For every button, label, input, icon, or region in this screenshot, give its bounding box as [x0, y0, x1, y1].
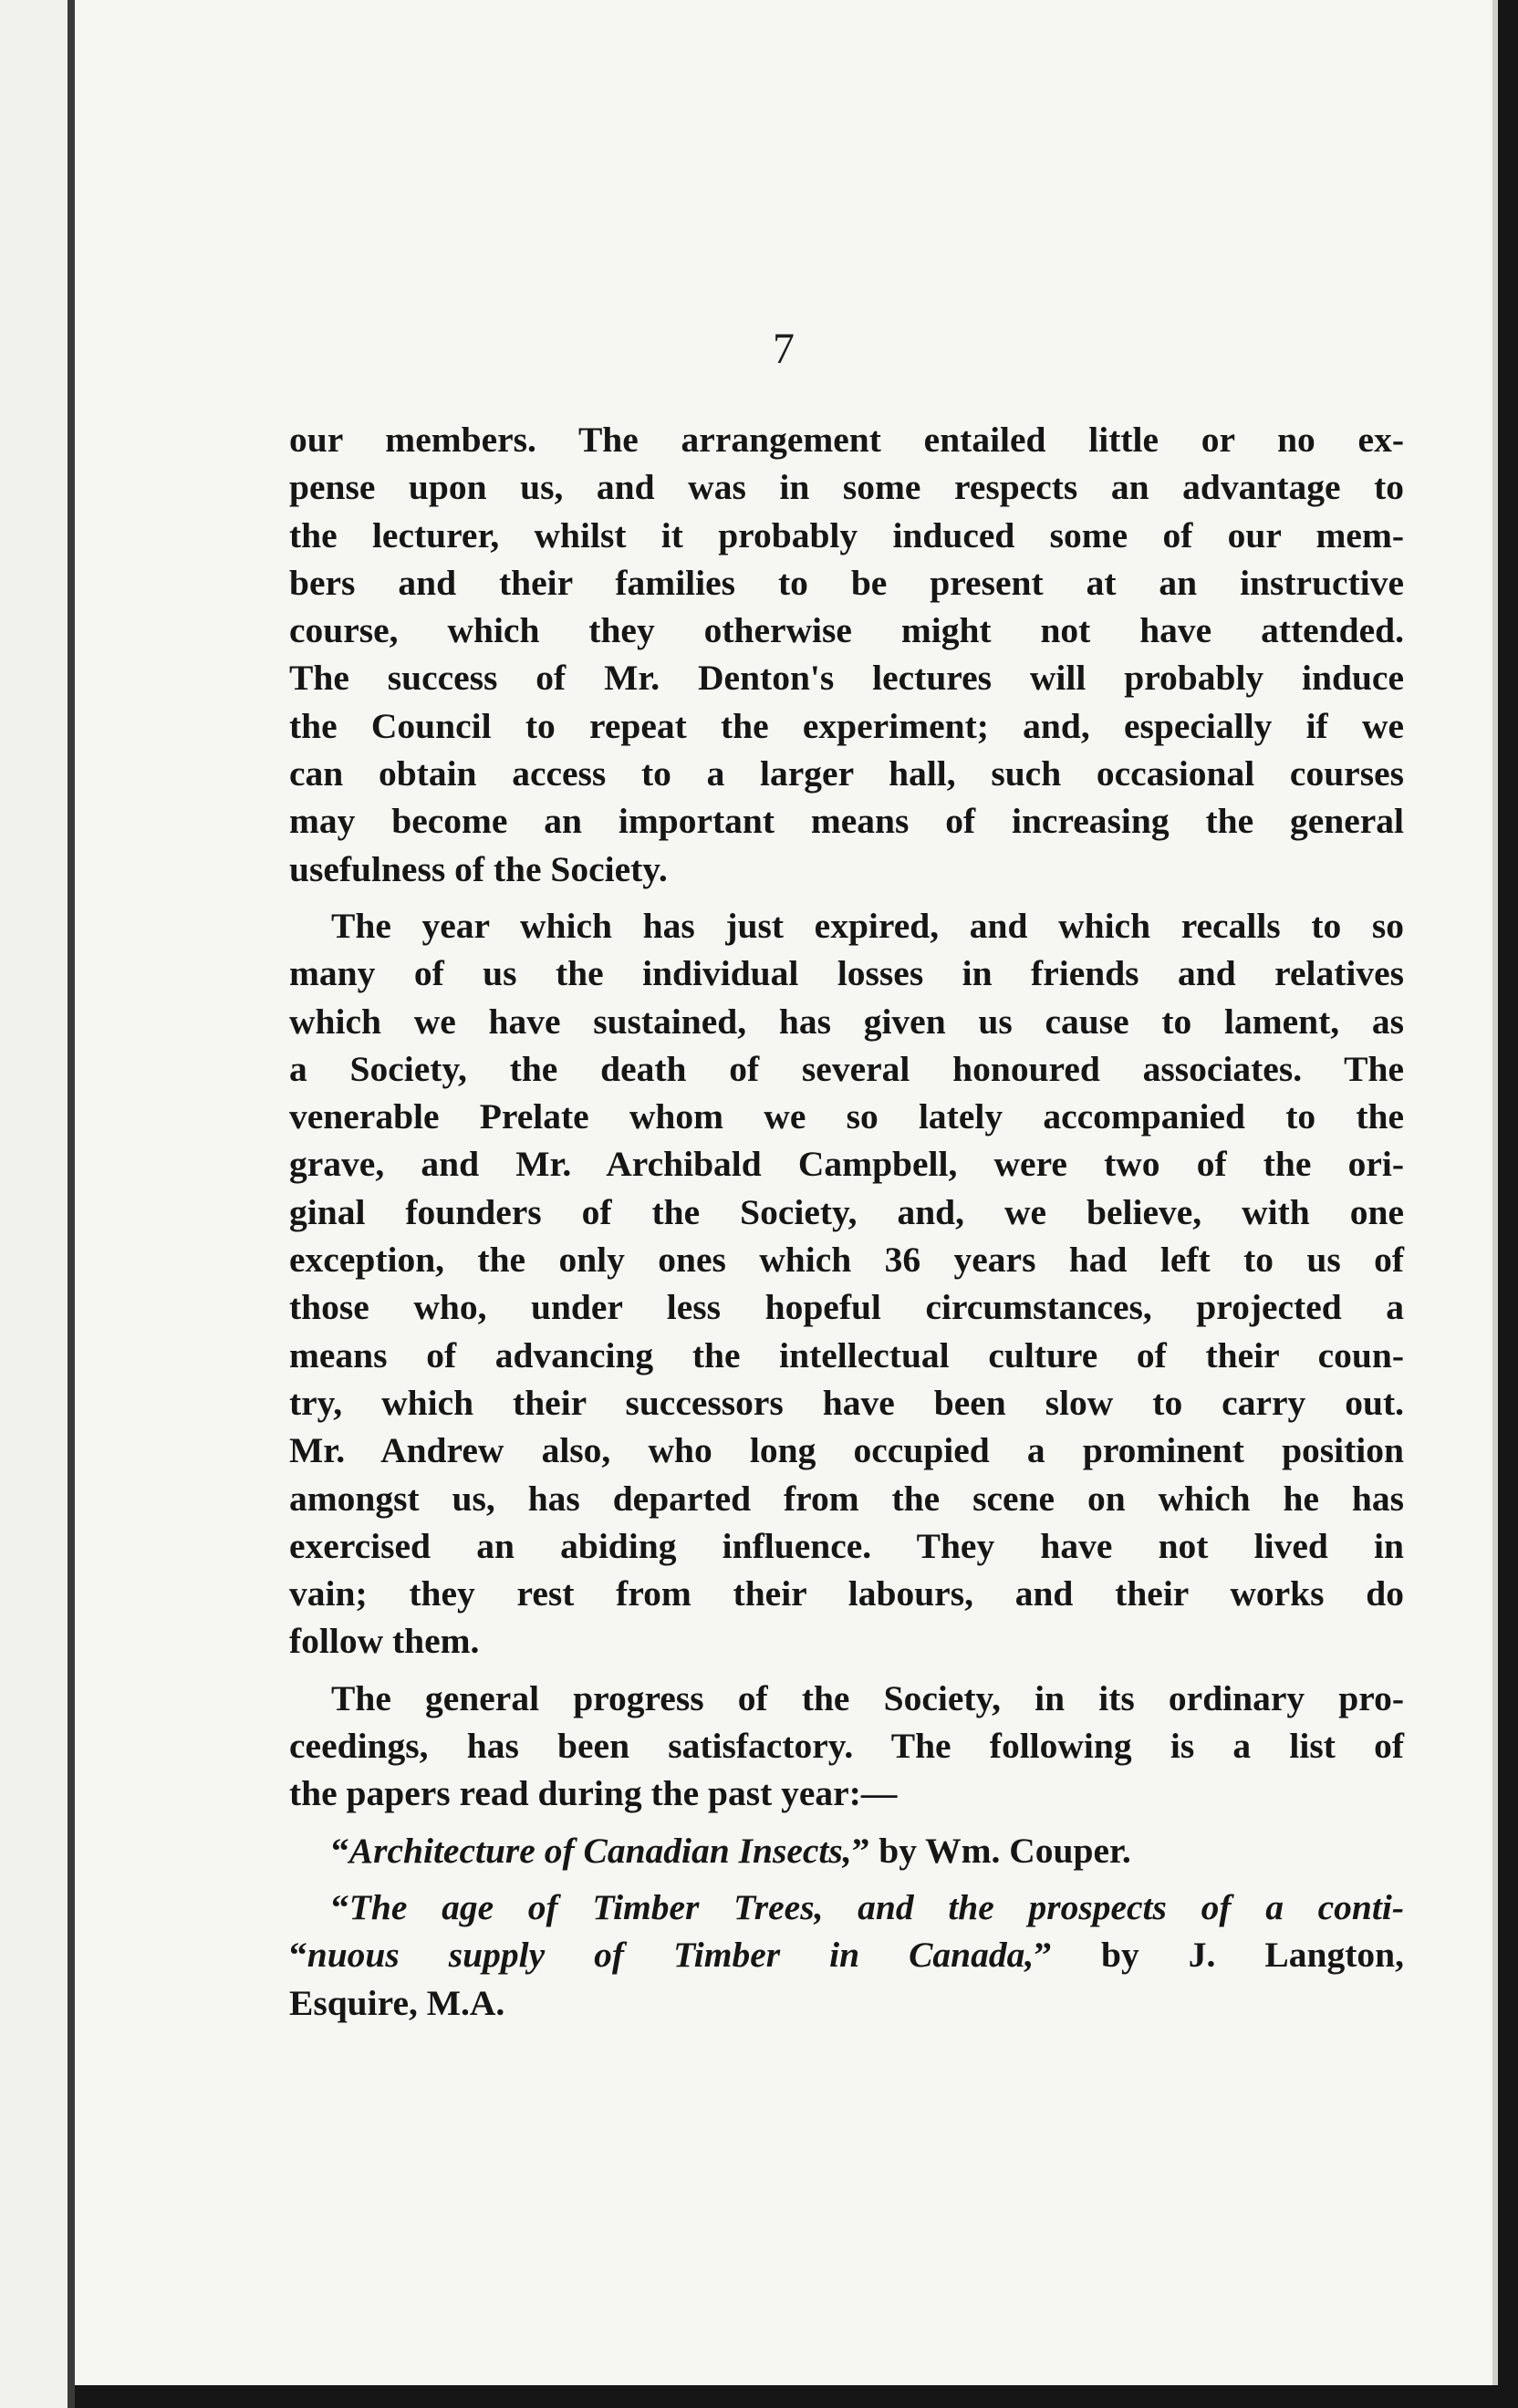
text-line: which we have sustained, has given us cause to lament, as [289, 1001, 1404, 1042]
text-line: Mr. Andrew also, who long occupied a prominent position [289, 1430, 1404, 1471]
paper-author: by Wm. Couper. [869, 1830, 1131, 1871]
text-line: course, which they otherwise might not have attended. [289, 610, 1404, 651]
page-body [289, 416, 1404, 2027]
text-line: vain; they rest from their labours, and their works do [289, 1573, 1404, 1614]
text-line: the Council to repeat the experiment; and, especially if we [289, 705, 1404, 746]
facing-page-edge [0, 0, 71, 2408]
text-line: may become an important means of increasing the general [289, 801, 1404, 842]
open-quote: “ [331, 1886, 349, 1927]
text-line: try, which their successors have been slow to carry out. [289, 1382, 1404, 1423]
text-line: ginal founders of the Society, and, we believe, with one [289, 1191, 1404, 1232]
paper-entry-1 [289, 1827, 1404, 1874]
close-quote: ” [851, 1830, 870, 1871]
paper-line: Esquire, M.A. [289, 1982, 505, 2023]
text-line: pense upon us, and was in some respects an advantage to [289, 467, 1404, 508]
text-line: exercised an abiding influence. They have not lived in [289, 1525, 1404, 1566]
text-line: many of us the individual losses in friends and relatives [289, 953, 1404, 994]
book-page [75, 0, 1498, 2385]
paper-author: by J. Langton, [1052, 1935, 1404, 1976]
text-line: The success of Mr. Denton's lectures will probably induce [289, 658, 1404, 699]
text-line: follow them. [289, 1621, 480, 1662]
text-line: usefulness of the Society. [289, 848, 668, 889]
paragraph-2 [289, 902, 1404, 1666]
open-quote: “ [289, 1935, 307, 1976]
paper-entry-2 [289, 1884, 1404, 2027]
paragraph-gap [289, 1818, 1404, 1827]
paper-line [289, 1884, 1404, 1931]
paragraph-gap [289, 893, 1404, 902]
text-line: those who, under less hopeful circumstances, projected a [289, 1287, 1404, 1328]
open-quote: “ [331, 1830, 349, 1871]
page-number: 7 [773, 325, 795, 373]
text-line: venerable Prelate whom we so lately accompanied to the [289, 1096, 1404, 1137]
text-line: exception, the only ones which 36 years had left to us of [289, 1240, 1404, 1281]
text-line: the lecturer, whilst it probably induced some of our mem- [289, 514, 1404, 555]
book-gutter [68, 0, 75, 2408]
paragraph-gap [289, 1666, 1404, 1675]
text-line: our members. The arrangement entailed little or no ex- [289, 420, 1404, 460]
paper-title: The age of Timber Trees, and the prospects of a conti- [348, 1886, 1404, 1927]
text-line: means of advancing the intellectual culture of their coun- [289, 1334, 1404, 1375]
text-line: a Society, the death of several honoured associates. The [289, 1048, 1404, 1089]
paper-title: Architecture of Canadian Insects, [348, 1830, 852, 1871]
paragraph-3 [289, 1675, 1404, 1818]
text-line: The general progress of the Society, in its ordinary pro- [331, 1677, 1404, 1718]
text-line: can obtain access to a larger hall, such occasional courses [289, 753, 1404, 794]
text-line: the papers read during the past year:— [289, 1773, 898, 1814]
paper-line [289, 1827, 1404, 1874]
text-line: grave, and Mr. Archibald Campbell, were two of the ori- [289, 1144, 1404, 1185]
close-quote: ” [1034, 1935, 1053, 1976]
paragraph-gap [289, 1874, 1404, 1884]
text-line: ceedings, has been satisfactory. The following is a list of [289, 1726, 1404, 1767]
paper-line [289, 1931, 1404, 1978]
text-line: The year which has just expired, and which recalls to so [331, 905, 1404, 946]
text-line: amongst us, has departed from the scene on which he has [289, 1478, 1404, 1519]
paragraph-1 [289, 416, 1404, 893]
text-line: bers and their families to be present at an instructive [289, 562, 1404, 603]
paper-title: nuous supply of Timber in Canada, [307, 1935, 1035, 1976]
